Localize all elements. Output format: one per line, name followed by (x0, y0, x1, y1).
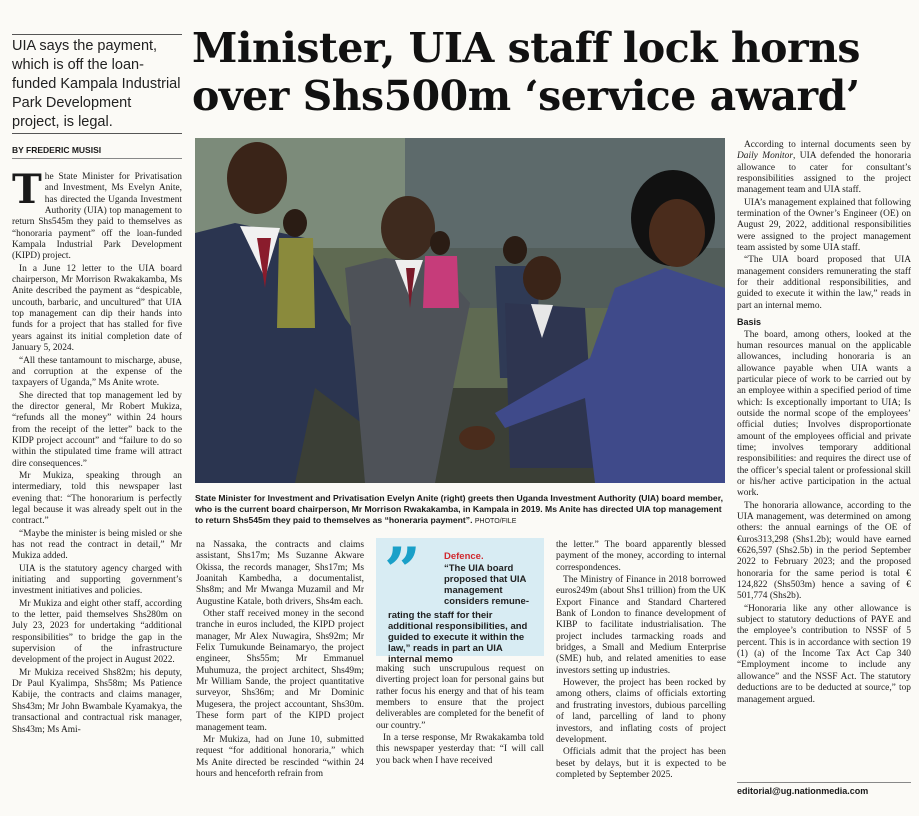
paragraph: Officials admit that the project has been beset by delays, but it is expected to be completed by September 2025. (556, 747, 726, 780)
paragraph: However, the project has been rocked by among others, claims of officials extorting and frustrating investors, dubious parcelling of land, parcelling of land to phony investors, and inflating costs of project development. (556, 678, 726, 745)
article-photo (195, 138, 725, 483)
article-column-1 (12, 172, 182, 812)
paragraph: The Ministry of Finance in 2018 borrowed euros249m (about Shs1 trillion) from the UK Export Finance and Standard Chartered Bank of London to finance development of KIBP to facilitate industrialisation. The project includes tarmacking roads and bridges, a Small and Medium Enterprise (SME) hub, and related amenities to ease investors setting up industries. (556, 575, 726, 676)
paragraph: UIA’s management explained that following termination of the Owner’s Engineer (OE) on August 29, 2022, additional responsibilities were assigned to the project management team assisted by some UIA staff. (737, 197, 911, 254)
paragraph: She directed that top management led by the director general, Mr Robert Mukiza, “refunds all the money” within 24 hours from the receipt of the letter” back to the KIDP project account” and “failure to do so within the stipulated time frame will attract dire consequences.” (12, 390, 182, 469)
photo-illustration (195, 138, 725, 483)
paragraph: “The UIA board proposed that UIA management considers remunerating the staff for their additional responsibilities, and guided to execute it within the law,” reads in part an internal memo. (737, 255, 911, 311)
article-column-2 (196, 540, 364, 812)
paragraph: na Nassaka, the contracts and claims assistant, Shs17m; Ms Suzanne Akware Okissa, the records manager, Shs17m; Ms Joanitah Kambedha, a documentalist, Shs8m; and Mr Mwanga Muzamil and Mr Augustine Katale, both drivers, Shs4m each. (196, 540, 364, 607)
quote-icon: ” (384, 534, 421, 609)
pull-quote-label: Defence. (444, 551, 484, 562)
paragraph: making such unscrupulous request on diverting project loan for personal gains but rather focus his energy and that of his team members to ensure that the project deliverables are completed for the benefit of our country.” (376, 664, 544, 731)
deck-divider (12, 133, 182, 134)
paragraph (737, 140, 911, 197)
paragraph-fragment: According to internal documents seen by (744, 140, 911, 150)
pull-quote-body: rating the staff for their additional responsibilities, and guided to execute it within the law,” (388, 610, 528, 654)
paragraph: In a June 12 letter to the UIA board chairperson, Mr Morrison Rwakakamba, Ms Anite described the payment as “despicable, uncouth, barbaric, and uncultured” that UIA top management can dip their hands into funds for a project that has stalled for five years against its initial completion date of January 5, 2024. (12, 263, 182, 354)
caption-text: State Minister for Investment and Privatisation Evelyn Anite (right) greets then Uganda Investment Authority (UIA) board member, who is the current board chairperson, Mr Morrison Rwakakamba, in Kampala in 2019. Ms Anite has directed UIA top management to return Shs545m they paid to themselves as “honeraria payment”. (195, 493, 723, 525)
byline: BY FREDERIC MUSISI (12, 145, 182, 159)
article-column-3 (376, 664, 544, 812)
pull-quote-text-1: “The UIA board proposed that UIA management considers remune- (444, 563, 529, 607)
deck: UIA says the payment, which is off the loan-funded Kampala Industrial Park Development project, is legal. (12, 34, 182, 132)
paragraph: Mr Mukiza and eight other staff, according to the letter, paid themselves Shs280m on July 23, 2023 for undertaking “additional responsibilities” to bridge the gap in the supervision of the infrastructure development of the project in August 2022. (12, 598, 182, 666)
paragraph: he State Minister for Privatisation and Investment, Ms Evelyn Anite, has directed the Uganda Investment Authority (UIA) top management to return Shs545m they paid to themselves as “honoraria payment” off the loan-funded Kampala Industrial Park Development (KIPD) project. (12, 172, 182, 262)
contact-email[interactable]: editorial@ug.nationmedia.com (737, 786, 869, 796)
drop-cap: T (12, 172, 42, 213)
headline (192, 24, 914, 120)
paragraph: “Maybe the minister is being misled or she has not read the contract in detail,” Mr Mukiza added. (12, 528, 182, 562)
paragraph: Other staff received money in the second tranche in euros included, the KIPD project manager, Mr Alex Nuwagira, Shs92m; Mr Felix Tumukunde Beinamaryo, the project engineer, Shs55m; Mr Emmanuel Muhumuza, the project architect, Shs49m; Mr William Sande, the project quantitative surveyor, Shs36m; and Mr Dominic Mugesera, the project accountant, Shs30m. These form part of the KIPD project management team. (196, 609, 364, 733)
headline-line-1: Minister, UIA staff lock horns (192, 24, 860, 72)
headline-line-2: over Shs500m ‘service award’ (192, 72, 860, 120)
photo-caption (195, 493, 725, 527)
paragraph-fragment: , UIA defended the honoraria allowance to cater for consultant’s responsibilities assigned to the project management team and UIA staff. (737, 151, 911, 196)
article-column-5 (737, 140, 911, 780)
paragraph: The board, among others, looked at the human resources manual on the applicable allowances, including honoraria is an allowance payable when UIA wants a particular piece of work to be carried out by an employee within a specified period of time which: Is exceptionally important to UIA; Is outside the normal scope of the employees’ official duties; Involves disproportionate amount of the employees official and private time; involves temporary additional responsibilities: and requires the direct use of the officer’s special talent or professional skill or his/her active participation in the actual work. (737, 329, 911, 499)
paragraph: Mr Mukiza, had on June 10, submitted request “for additional honoraria,” which Ms Anite directed be rescinded “within 24 hours and henceforth refrain from (196, 734, 364, 779)
paragraph: In a terse response, Mr Rwakakamba told this newspaper yesterday that: “I will call you back when I have received (376, 733, 544, 766)
article-column-4 (556, 540, 726, 812)
subheading: Basis (737, 317, 762, 328)
pull-quote-text-2 (388, 610, 538, 665)
publication-name: Daily Monitor (737, 151, 794, 162)
paragraph: the letter.” The board apparently blessed payment of the money, according to internal correspondences. (556, 540, 726, 573)
paragraph: The honoraria allowance, according to the UIA management, was determined on among others: the annual earnings of the OE of €uros313,298 (Shs1.2b); would have earned €626,597 (Shs2.5b) in the period September 2022 to February 2023; and the proposed honoraria for the same period is total € 124,822 (Shs503m) hence a saving of € 501,774 (Shs2b). (737, 500, 911, 602)
email-divider (737, 782, 911, 783)
pull-quote (376, 534, 544, 665)
pull-quote-attribution: reads in part an UIA internal memo (388, 643, 503, 665)
paragraph: “All these tantamount to mischarge, abuse, and corruption at the expense of the taxpayers of Uganda,” Ms Anite wrote. (12, 355, 182, 389)
paragraph: UIA is the statutory agency charged with initiating and supporting government’s investment initiatives and policies. (12, 563, 182, 597)
photo-credit: PHOTO/FILE (474, 518, 517, 525)
paragraph: “Honoraria like any other allowance is subject to statutory deductions of PAYE and the employee’s contribution to NSSF of 5 percent. This is in accordance with section 19 (1) (a) of the Income Tax Act Cap 340 “Employment income to include any allowance” and the NSSF Act. The statutory deductions are to be deducted at source,” top management argued. (737, 603, 911, 705)
paragraph: Mr Mukiza, speaking through an intermediary, told this newspaper last evening that: “The honorarium is perfectly legal because it was already spelt out in the contract.” (12, 470, 182, 527)
paragraph: Mr Mukiza received Shs82m; his deputy, Dr Paul Kyalimpa, Shs58m; Ms Patience Kabije, the contracts and claims manager, Shs43m; Mr John Bwambale Kyamakya, the transactional and contractual risk manager, Shs43m; Ms Ami- (12, 667, 182, 735)
